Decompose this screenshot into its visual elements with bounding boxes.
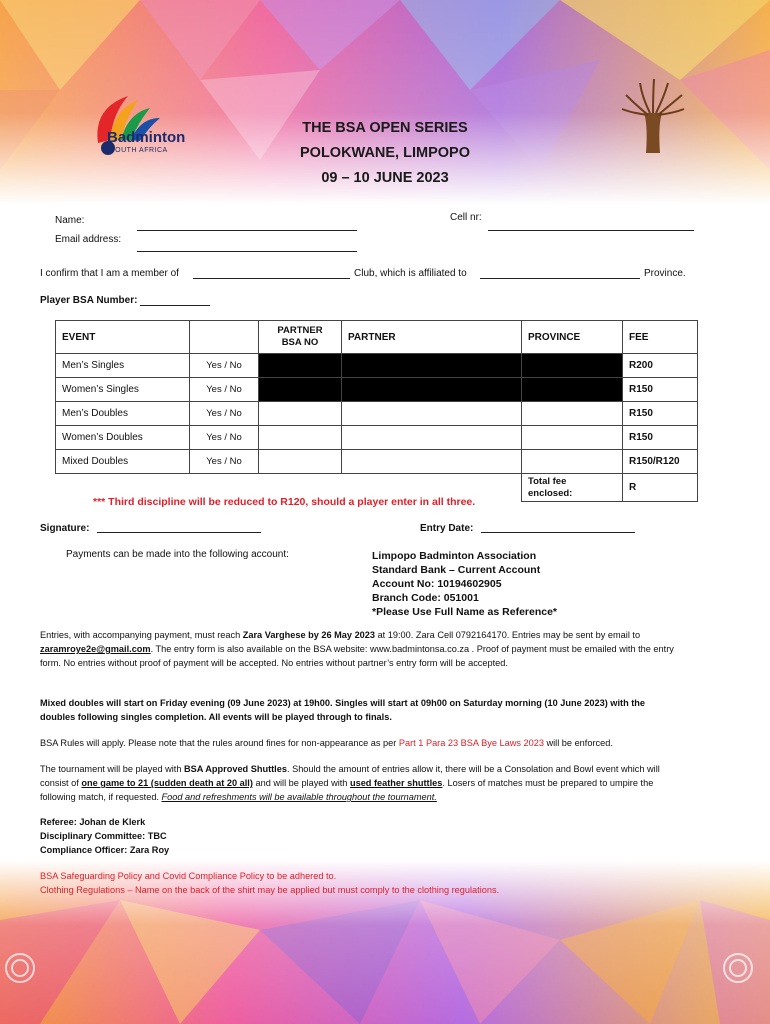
tournament-text-1: The tournament will be played with — [40, 764, 185, 774]
payments-text: Payments can be made into the following account: — [66, 549, 289, 560]
bank-line-1: Limpopo Badminton Association — [372, 550, 537, 562]
tournament-food-note: Food and refreshments will be available throughout the tournament. — [161, 792, 437, 802]
event-name: Men’s Singles — [56, 354, 190, 378]
partner-bsa-cell[interactable] — [259, 402, 342, 426]
clothing-line: Clothing Regulations – Name on the back of the shirt may be applied but must comply to the clothing regulations. — [40, 885, 500, 895]
entry-date-label: Entry Date: — [420, 523, 474, 534]
title-line-1: THE BSA OPEN SERIES — [302, 120, 468, 136]
event-choice[interactable]: Yes / No — [190, 402, 259, 426]
club-field[interactable] — [193, 278, 350, 279]
total-value[interactable]: R — [623, 474, 698, 502]
event-choice[interactable]: Yes / No — [190, 450, 259, 474]
entries-text-1: Entries, with accompanying payment, must reach — [40, 630, 243, 640]
safeguarding-line: BSA Safeguarding Policy and Covid Compliance Policy to be adhered to. — [40, 871, 337, 881]
header-province: PROVINCE — [522, 321, 623, 354]
title-line-3: 09 – 10 JUNE 2023 — [321, 170, 449, 186]
header-fee: FEE — [623, 321, 698, 354]
entry-date-field[interactable] — [481, 532, 635, 533]
total-label-line1: Total fee — [528, 475, 567, 487]
header-event: EVENT — [56, 321, 190, 354]
logo-subtext: SOUTH AFRICA — [110, 147, 168, 154]
event-choice[interactable]: Yes / No — [190, 378, 259, 402]
entries-text-3: . The entry form is also available on the BSA website: www.badmintonsa.co.za . Proof of payment must be emailed with the entry form. No entries without proof of payment will be accepted. No entries without partner’s entry form will be accepted. — [40, 644, 674, 668]
confirm-suffix: Province. — [644, 268, 686, 279]
table-row — [56, 450, 698, 474]
policies-block — [40, 869, 680, 897]
bank-line-5: *Please Use Full Name as Reference* — [372, 606, 558, 618]
bank-details — [372, 549, 557, 619]
partner-cell — [342, 354, 522, 378]
province-cell — [522, 378, 623, 402]
province-field[interactable] — [480, 278, 640, 279]
total-label-line2: enclosed: — [528, 487, 573, 499]
entries-text-2: at 19:00. Zara Cell 0792164170. Entries may be sent by email to — [375, 630, 641, 640]
entries-paragraph — [40, 628, 680, 670]
province-cell[interactable] — [522, 402, 623, 426]
rules-text-2: will be enforced. — [543, 738, 613, 748]
tournament-game-format: one game to 21 (sudden death at 20 all) — [81, 778, 253, 788]
title-line-2: POLOKWANE, LIMPOPO — [300, 145, 470, 161]
cell-field[interactable] — [488, 230, 694, 231]
player-number-field[interactable] — [140, 305, 210, 306]
header-partner-bsa-line1: PARTNER — [277, 325, 323, 336]
entries-deadline: Zara Varghese by 26 May 2023 — [242, 630, 376, 640]
table-row — [56, 426, 698, 450]
bank-line-3: Account No: 10194602905 — [372, 578, 502, 590]
event-name: Mixed Doubles — [56, 450, 190, 474]
third-discipline-notice: *** Third discipline will be reduced to R120, should a player enter in all three. — [93, 496, 476, 508]
officials-block — [40, 815, 680, 857]
province-cell — [522, 354, 623, 378]
province-cell[interactable] — [522, 426, 623, 450]
partner-bsa-cell — [259, 378, 342, 402]
event-name: Women’s Singles — [56, 378, 190, 402]
fee-cell: R150 — [623, 426, 698, 450]
cell-label: Cell nr: — [450, 212, 482, 223]
event-name: Women’s Doubles — [56, 426, 190, 450]
entries-email-link[interactable]: zaramroye2e@gmail.com — [40, 644, 151, 654]
header-partner-bsa — [259, 321, 342, 354]
rules-text-1: BSA Rules will apply. Please note that the rules around fines for non-appearance as per — [40, 738, 399, 748]
province-cell[interactable] — [522, 450, 623, 474]
event-name: Men’s Doubles — [56, 402, 190, 426]
bank-line-2: Standard Bank – Current Account — [372, 564, 541, 576]
rules-paragraph — [40, 736, 680, 750]
tournament-text-4: . Losers of matches must be prepared to umpire the following match, if requested. — [40, 778, 654, 802]
partner-cell — [342, 378, 522, 402]
tournament-feather-shuttles: used feather shuttles — [349, 778, 443, 788]
tournament-text-2: . Should the amount of entries allow it, there will be a Consolation and Bowl event which will consist of — [40, 764, 660, 788]
name-field[interactable] — [137, 230, 357, 231]
header-choice — [190, 321, 259, 354]
confirm-prefix: I confirm that I am a member of — [40, 268, 179, 279]
referee-line: Referee: Johan de Klerk — [40, 817, 146, 827]
header-partner: PARTNER — [342, 321, 522, 354]
table-row — [56, 378, 698, 402]
table-row — [56, 402, 698, 426]
partner-bsa-cell — [259, 354, 342, 378]
fee-cell: R150 — [623, 378, 698, 402]
fee-cell: R150 — [623, 402, 698, 426]
partner-bsa-cell[interactable] — [259, 426, 342, 450]
table-header-row — [56, 321, 698, 354]
signature-field[interactable] — [97, 532, 261, 533]
partner-cell[interactable] — [342, 450, 522, 474]
email-field[interactable] — [137, 251, 357, 252]
confirm-mid: Club, which is affiliated to — [354, 268, 467, 279]
tournament-text-3: and will be played with — [252, 778, 350, 788]
signature-label: Signature: — [40, 523, 90, 534]
partner-cell[interactable] — [342, 426, 522, 450]
event-choice[interactable]: Yes / No — [190, 354, 259, 378]
logo-text: Badminton — [107, 129, 186, 146]
fee-cell: R200 — [623, 354, 698, 378]
email-label: Email address: — [55, 234, 122, 245]
schedule-paragraph: Mixed doubles will start on Friday evening (09 June 2023) at 19h00. Singles will start at 09h00 on Saturday morning (10 June 2023) with the doubles following singles completion. All events will be played through to finals. — [40, 698, 646, 722]
table-row — [56, 354, 698, 378]
name-label: Name: — [55, 215, 85, 226]
tournament-shuttles: BSA Approved Shuttles — [184, 764, 287, 774]
bank-line-4: Branch Code: 051001 — [372, 592, 479, 604]
events-table — [55, 320, 698, 502]
event-choice[interactable]: Yes / No — [190, 426, 259, 450]
fee-cell: R150/R120 — [623, 450, 698, 474]
partner-cell[interactable] — [342, 402, 522, 426]
compliance-line: Compliance Officer: Zara Roy — [40, 845, 170, 855]
header-partner-bsa-line2: BSA NO — [281, 337, 319, 348]
player-number-label: Player BSA Number: — [40, 295, 138, 306]
rules-bye-laws: Part 1 Para 23 BSA Bye Laws 2023 — [398, 738, 544, 748]
disciplinary-line: Disciplinary Committee: TBC — [40, 831, 167, 841]
baobab-tree-icon — [618, 75, 688, 155]
total-label — [522, 474, 623, 502]
tournament-paragraph — [40, 762, 680, 804]
partner-bsa-cell[interactable] — [259, 450, 342, 474]
